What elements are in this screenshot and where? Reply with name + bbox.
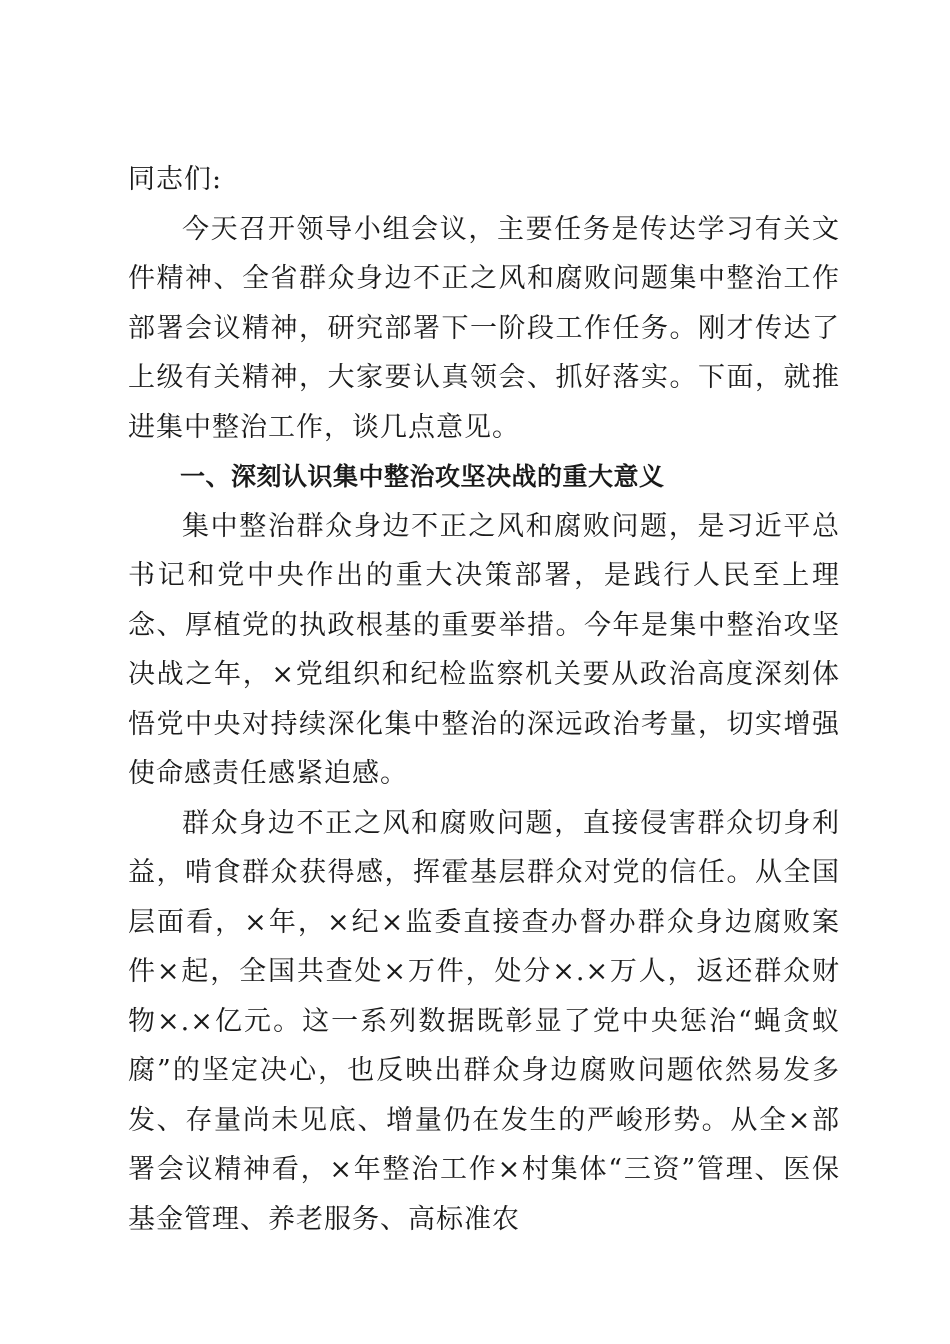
greeting: 同志们: (128, 164, 223, 195)
section1-paragraph-1: 集中整治群众身边不正之风和腐败问题，是习近平总书记和党中央作出的重大决策部署，是践行人民至上理念、厚植党的执政根基的重要举措。今年是集中整治攻坚决战之年，×党组织和纪检监察机关要从政治高度深刻体悟党中央对持续深化集中整治的深远政治考量，切实增强使命感责任感紧迫感。 (128, 510, 840, 789)
section-heading-1: 一、深刻认识集中整治攻坚决战的重大意义 (180, 462, 665, 491)
section1-paragraph-2: 群众身边不正之风和腐败问题，直接侵害群众切身利益，啃食群众获得感，挥霍基层群众对党的信任。从全国层面看，×年，×纪×监委直接查办督办群众身边腐败案件×起，全国共查处×万件，处分×.×万人，返还群众财物×.×亿元。这一系列数据既彰显了党中央惩治“蝇贪蚁腐”的坚定决心，也反映出群众身边腐败问题依然易发多发、存量尚未见底、增量仍在发生的严峻形势。从全×部署会议精神看，×年整治工作×村集体“三资”管理、医保基金管理、养老服务、高标准农 (128, 807, 840, 1235)
intro-paragraph: 今天召开领导小组会议，主要任务是传达学习有关文件精神、全省群众身边不正之风和腐败问题集中整治工作部署会议精神，研究部署下一阶段工作任务。刚才传达了上级有关精神，大家要认真领会、抓好落实。下面，就推进集中整治工作，谈几点意见。 (128, 213, 840, 443)
